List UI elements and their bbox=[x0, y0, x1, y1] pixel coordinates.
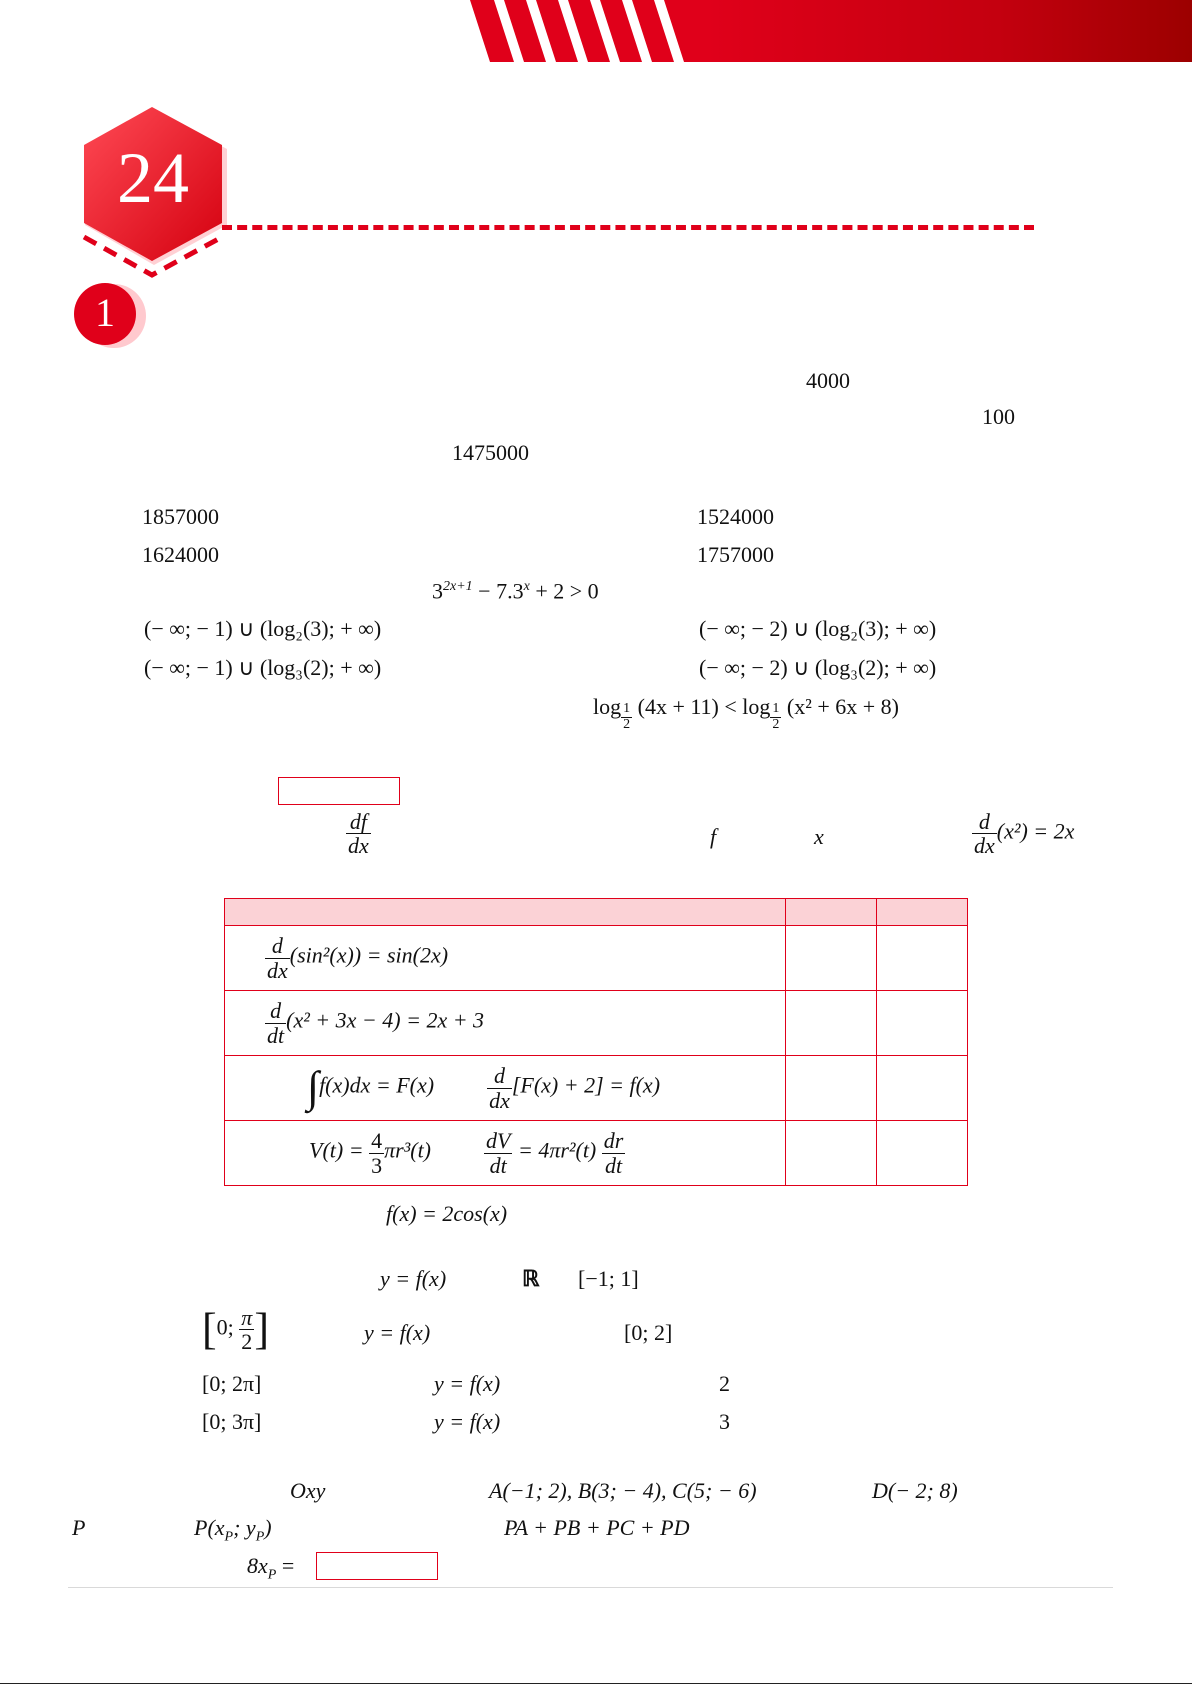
q1-option-b[interactable]: 1524000 bbox=[697, 504, 774, 529]
q6-point-d: D(− 2; 8) bbox=[872, 1478, 958, 1503]
table-header-true bbox=[786, 899, 877, 926]
false-cell-b[interactable] bbox=[877, 991, 968, 1056]
q3-answer-box[interactable] bbox=[278, 777, 400, 805]
q6-answer-box[interactable] bbox=[316, 1552, 438, 1580]
header-stripes bbox=[470, 0, 710, 62]
integral-icon: ∫ bbox=[307, 1063, 320, 1112]
false-cell-d[interactable] bbox=[877, 1121, 968, 1186]
q1-number-1475000: 1475000 bbox=[452, 440, 529, 465]
q4-x: x bbox=[814, 824, 824, 849]
false-cell-c[interactable] bbox=[877, 1056, 968, 1121]
q1-option-c[interactable]: 1624000 bbox=[142, 542, 219, 567]
table-header-false bbox=[877, 899, 968, 926]
true-false-table bbox=[224, 898, 968, 1186]
statement-c: ∫f(x)dx = F(x) $\frac{d}{dx}$ [F(x) + 2] = f(x) bbox=[225, 1056, 786, 1121]
q2-option-b[interactable]: (− ∞; − 2) ∪ (log₂(3); + ∞) bbox=[699, 616, 937, 641]
false-cell-a[interactable] bbox=[877, 926, 968, 991]
statement-a: $\frac{d}{dx}$ (sin²(x)) = sin(2x) bbox=[225, 926, 786, 991]
page-bottom-rule bbox=[0, 1683, 1192, 1684]
true-cell-a[interactable] bbox=[786, 926, 877, 991]
q5-l1-range: [−1; 1] bbox=[578, 1266, 639, 1291]
q2-inequality: $3^{2x+1} - 7.3^x + 2 > 0$ bbox=[432, 578, 599, 604]
q6-sum: PA + PB + PC + PD bbox=[504, 1515, 690, 1540]
q6-oxy: Oxy bbox=[290, 1478, 326, 1503]
q2-option-a[interactable]: (− ∞; − 1) ∪ (log₂(3); + ∞) bbox=[144, 616, 382, 641]
q5-l2-func: y = f(x) bbox=[364, 1320, 431, 1345]
header-dashed-rule bbox=[222, 225, 1034, 230]
q4-example: $\frac{d}{dx}$ (x²) = 2x bbox=[974, 809, 1075, 859]
q5-l2-range: [0; 2] bbox=[624, 1320, 673, 1345]
chapter-number: 24 bbox=[117, 138, 189, 218]
statement-b: $\frac{d}{dt}$ (x² + 3x − 4) = 2x + 3 bbox=[225, 991, 786, 1056]
q6-answer-label: $8x_P$ = bbox=[247, 1553, 295, 1583]
header-banner bbox=[705, 0, 1192, 62]
q5-l4-func: y = f(x) bbox=[434, 1409, 501, 1434]
q6-p: P bbox=[72, 1515, 86, 1540]
q4-df-dx: $\frac{df}{dx}$ bbox=[348, 809, 369, 859]
statement-d: V(t) = $\frac{4}{3}$ πr³(t) $\frac{dV}{dt}$ = 4πr²(t) $\frac{dr}{dt}$ bbox=[225, 1121, 786, 1186]
q3-inequality: log $\frac{1}{2}$ (4x + 11) < log $\frac{1}{2}$ (x² + 6x + 8) bbox=[593, 694, 899, 732]
q5-l4-count: 3 bbox=[719, 1409, 730, 1434]
table-row bbox=[225, 926, 968, 991]
true-cell-d[interactable] bbox=[786, 1121, 877, 1186]
q1-option-d[interactable]: 1757000 bbox=[697, 542, 774, 567]
q5-function: f(x) = 2cos(x) bbox=[386, 1201, 508, 1226]
true-cell-c[interactable] bbox=[786, 1056, 877, 1121]
q1-option-a[interactable]: 1857000 bbox=[142, 504, 219, 529]
q5-l1-real: ℝ bbox=[522, 1266, 540, 1291]
footer-divider bbox=[68, 1587, 1113, 1588]
section-number: 1 bbox=[95, 290, 115, 335]
q5-l4-interval: [0; 3π] bbox=[202, 1409, 262, 1434]
table-row bbox=[225, 1121, 968, 1186]
q5-l1-func: y = f(x) bbox=[380, 1266, 447, 1291]
table-header-statement bbox=[225, 899, 786, 926]
q5-l3-count: 2 bbox=[719, 1371, 730, 1396]
q2-option-d[interactable]: (− ∞; − 2) ∪ (log₃(2); + ∞) bbox=[699, 655, 937, 680]
q5-l3-func: y = f(x) bbox=[434, 1371, 501, 1396]
q5-l3-interval: [0; 2π] bbox=[202, 1371, 262, 1396]
q2-option-c[interactable]: (− ∞; − 1) ∪ (log₃(2); + ∞) bbox=[144, 655, 382, 680]
q6-p-coords: $P(x_P$; $y_P$) bbox=[194, 1515, 272, 1545]
table-header-row bbox=[225, 899, 968, 926]
q5-l2-interval: [0; $\frac{\pi}{2}$ ] bbox=[202, 1304, 269, 1355]
q1-number-100: 100 bbox=[982, 404, 1015, 429]
q1-number-4000: 4000 bbox=[806, 368, 850, 393]
true-cell-b[interactable] bbox=[786, 991, 877, 1056]
q6-points: A(−1; 2), B(3; − 4), C(5; − 6) bbox=[489, 1478, 757, 1503]
table-row bbox=[225, 1056, 968, 1121]
q4-f: f bbox=[710, 824, 717, 849]
table-row bbox=[225, 991, 968, 1056]
